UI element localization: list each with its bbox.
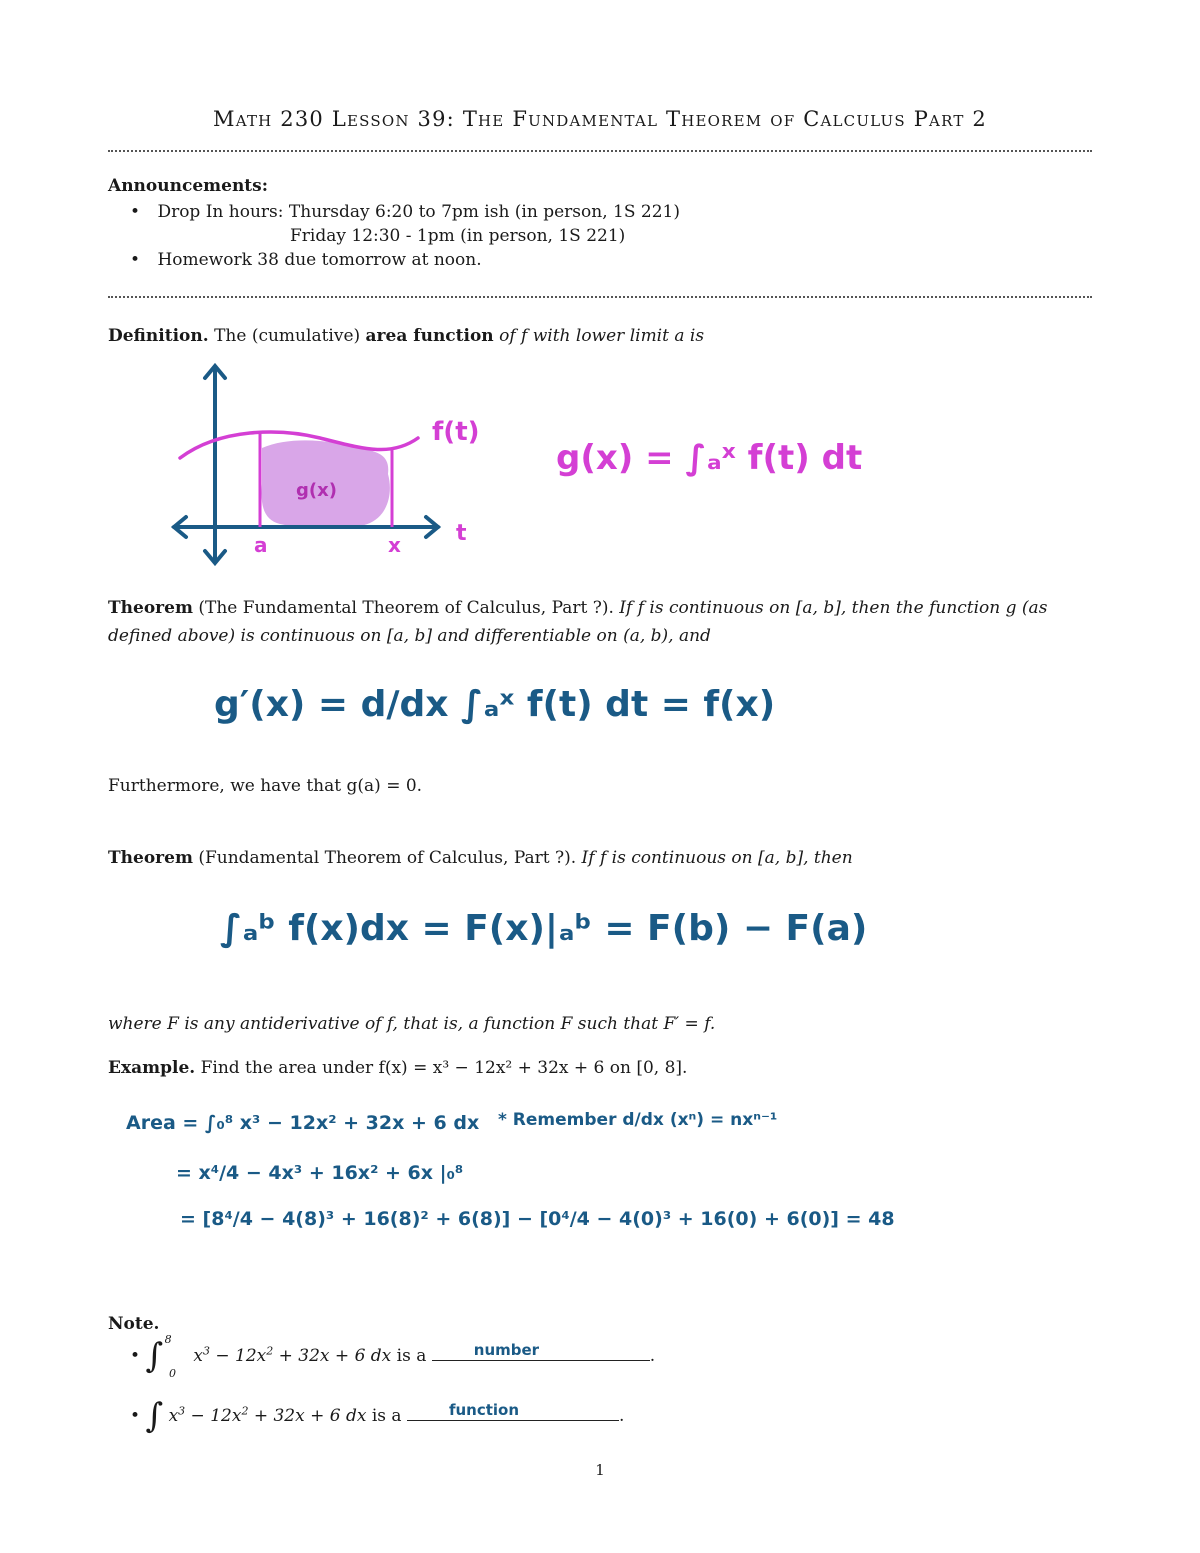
bullet-1: • (130, 1346, 141, 1366)
note-item-2-answer: function (448, 1401, 520, 1419)
definition-term: area function (365, 326, 494, 346)
area-function-formula: g(x) = ∫ₐˣ f(t) dt (556, 438, 863, 478)
note-item-1-answer: number (473, 1341, 540, 1359)
theorem-1-statement-1: If f is continuous on [a, b], then the function g (as (619, 598, 1048, 618)
dropin-line2: Friday 12:30 - 1pm (in person, 1S 221) (290, 226, 626, 246)
example-text: Find the area under f(x) = x³ − 12x² + 32x + 6 on [0, 8]. (200, 1058, 688, 1078)
blank-2 (407, 1402, 619, 1421)
tick-a-label: a (254, 533, 268, 557)
note-integrand-1: $x^3 - 12x^2 + 32x + 6$ dx (193, 1344, 392, 1366)
page-title: Math 230 Lesson 39: The Fundamental Theorem of Calculus Part 2 (213, 107, 987, 131)
announcements-heading: Announcements: (108, 176, 268, 196)
example (108, 1056, 687, 1080)
example-work-line-2: = x⁴/4 − 4x³ + 16x² + 6x |₀⁸ (176, 1162, 464, 1184)
theorem-1-handwritten: g′(x) = d/dx ∫ₐˣ f(t) dt = f(x) (214, 684, 776, 725)
theorem-1-furthermore: Furthermore, we have that g(a) = 0. (108, 776, 423, 796)
example-work-remember: * Remember d/dx (xⁿ) = nxⁿ⁻¹ (498, 1110, 778, 1130)
divider-top (108, 150, 1092, 152)
example-label: Example. (108, 1058, 196, 1078)
homework-text: Homework 38 due tomorrow at noon. (157, 250, 482, 270)
note-item-1: • ∫ $^8$ $_0$ $x^3 - 12x^2 + 32x + 6$ dx is a number . (130, 1333, 656, 1380)
theorem-2-where: where F is any antiderivative of f, that is, a function F such that F′ = f. (108, 1014, 716, 1034)
area-label: g(x) (296, 480, 337, 501)
example-work-line-1: Area = ∫₀⁸ x³ − 12x² + 32x + 6 dx (126, 1112, 480, 1134)
divider-bottom (108, 296, 1092, 298)
theorem-1-statement-2: defined above) is continuous on [a, b] and differentiable on (a, b), and (108, 626, 711, 646)
theorem-2-handwritten: ∫ₐᵇ f(x)dx = F(x)|ₐᵇ = F(b) − F(a) (220, 908, 868, 949)
note-item-2-text: is a (371, 1406, 402, 1426)
upper-limit-8: 8 (164, 1333, 172, 1346)
curve-label: f(t) (432, 417, 480, 447)
definition-text-post: of f with lower limit a is (499, 326, 705, 346)
theorem-2 (108, 846, 853, 870)
note-item-2: • ∫ $x^3 - 12x^2 + 32x + 6$ dx is a function . (130, 1396, 625, 1436)
page-number: 1 (595, 1461, 605, 1479)
bullet-2: • (130, 1406, 141, 1426)
note-label: Note. (108, 1314, 160, 1334)
definition-label: Definition. (108, 326, 209, 346)
theorem-2-label: Theorem (108, 848, 193, 868)
dropin-line1: Thursday 6:20 to 7pm ish (in person, 1S 221) (288, 202, 680, 222)
tick-x-label: x (388, 533, 401, 557)
note-item-1-text: is a (396, 1346, 427, 1366)
indefinite-integral-sign: ∫ (145, 1396, 164, 1436)
dropin-label: Drop In hours: (157, 202, 284, 222)
theorem-2-statement: If f is continuous on [a, b], then (581, 848, 853, 868)
area-function-diagram (160, 356, 520, 576)
lower-limit-0: 0 (168, 1367, 176, 1380)
blank-1 (432, 1342, 650, 1361)
example-work-line-3: = [8⁴/4 − 4(8)³ + 16(8)² + 6(8)] − [0⁴/4 − 4(0)³ + 16(0) + 6(0)] = 48 (180, 1208, 895, 1230)
definition-text-pre: The (cumulative) (214, 326, 361, 346)
axis-t-label: t (456, 521, 467, 546)
announcement-dropin (130, 200, 680, 224)
theorem-1-label: Theorem (108, 598, 193, 618)
announcement-homework (130, 248, 482, 272)
theorem-1 (108, 596, 1098, 620)
note-integrand-2: $x^3 - 12x^2 + 32x + 6$ dx (168, 1404, 367, 1426)
definition (108, 324, 704, 348)
definite-integral-sign: ∫ (145, 1336, 164, 1376)
theorem-2-name: (Fundamental Theorem of Calculus, Part ?). (198, 848, 577, 868)
theorem-1-name: (The Fundamental Theorem of Calculus, Part ?). (198, 598, 614, 618)
